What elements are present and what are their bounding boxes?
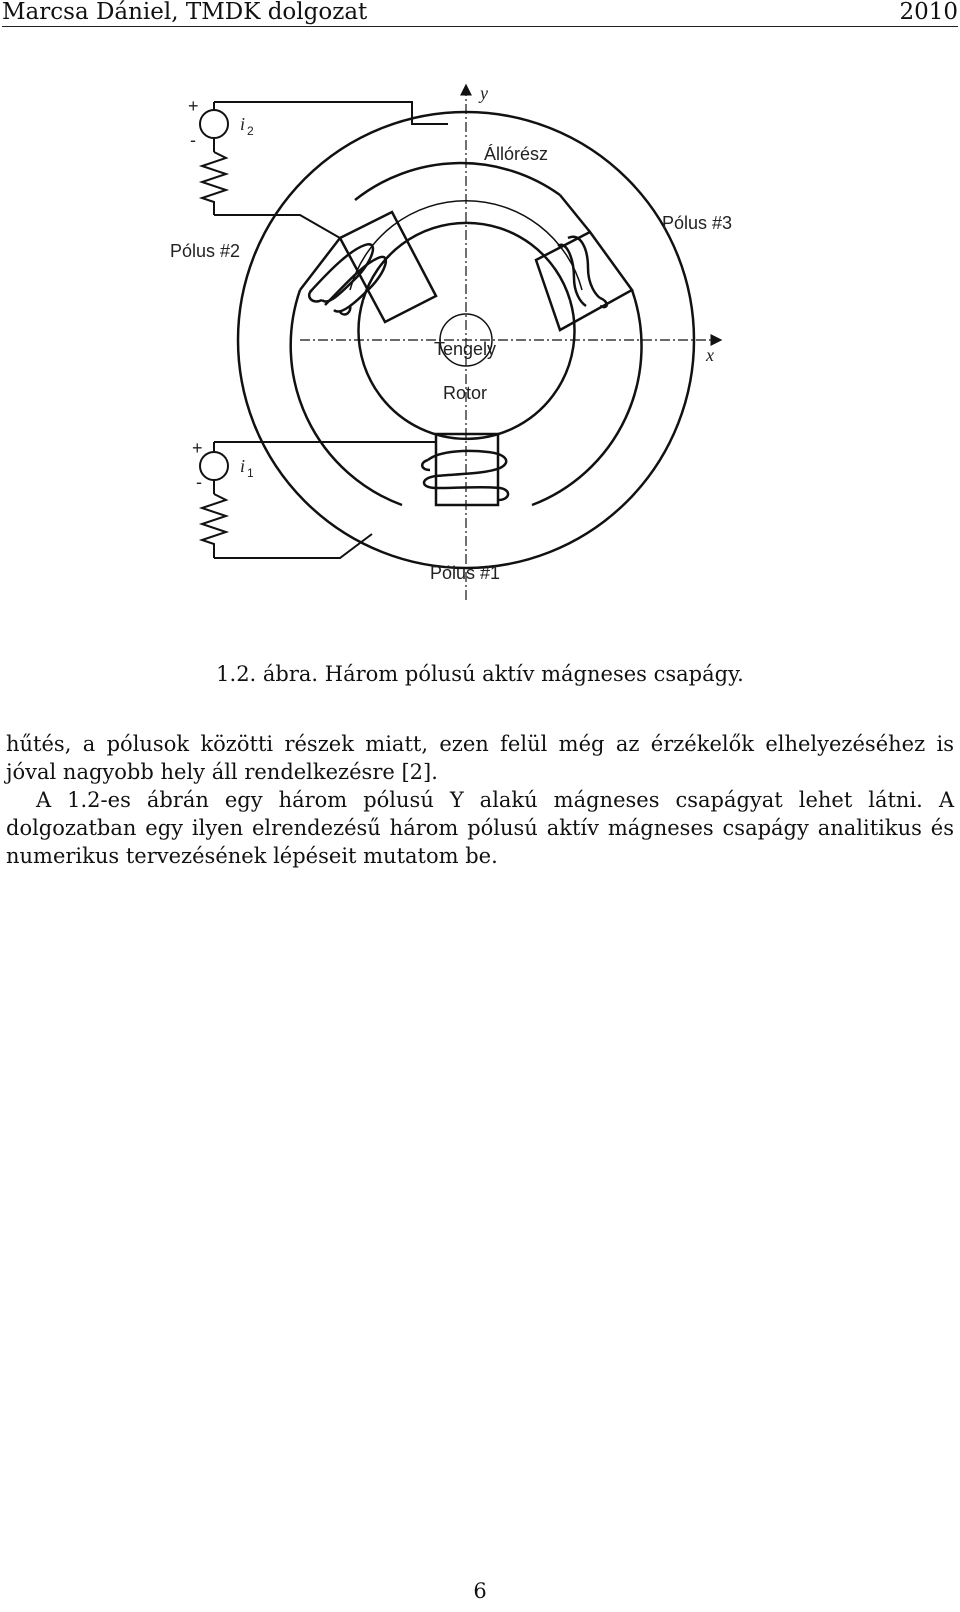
circuit1-minus: -: [196, 472, 202, 492]
current1-subscript: 1: [247, 466, 254, 480]
shaft-label: Tengely: [434, 339, 497, 359]
paragraph-1: hűtés, a pólusok közötti részek miatt, ezen felül még az érzékelők elhelyezéséhez is jóval nagyobb hely áll rendelkezésre [2].: [6, 732, 954, 784]
pole1-body: [436, 434, 498, 505]
pole1-label: Pólus #1: [430, 563, 501, 583]
paragraph-2: A 1.2-es ábrán egy három pólusú Y alakú mágneses csapágyat lehet látni. A dolgozatban egy ilyen elrendezésű három pólusú aktív mágneses csapágy analitikus és numerikus tervezésének lépéseit mutatom be.: [6, 788, 954, 868]
pole2-body: [300, 212, 436, 322]
x-axis-label: x: [706, 345, 714, 365]
figure-caption: 1.2. ábra. Három pólusú aktív mágneses csapágy.: [216, 662, 744, 686]
pole2-label: Pólus #2: [170, 241, 241, 261]
body-text: [6, 730, 954, 870]
y-axis-label: y: [480, 83, 488, 103]
current1-symbol: i: [240, 456, 246, 476]
stator-label: Állórész: [484, 144, 549, 164]
circuit1-plus: +: [192, 438, 203, 458]
circuit2-plus: +: [188, 96, 199, 116]
current2-symbol: i: [240, 114, 246, 134]
bearing-diagram: [0, 60, 960, 620]
header-year: 2010: [899, 0, 958, 25]
bearing-figure: [0, 60, 960, 620]
circuit2-minus: -: [190, 130, 196, 150]
pole3-label: Pólus #3: [662, 213, 733, 233]
page-header: [2, 0, 958, 27]
page-number: 6: [473, 1579, 487, 1603]
circuit1: [200, 442, 436, 558]
header-author-title: Marcsa Dániel, TMDK dolgozat: [2, 0, 368, 25]
rotor-label: Rotor: [443, 383, 488, 403]
current2-subscript: 2: [247, 124, 254, 138]
